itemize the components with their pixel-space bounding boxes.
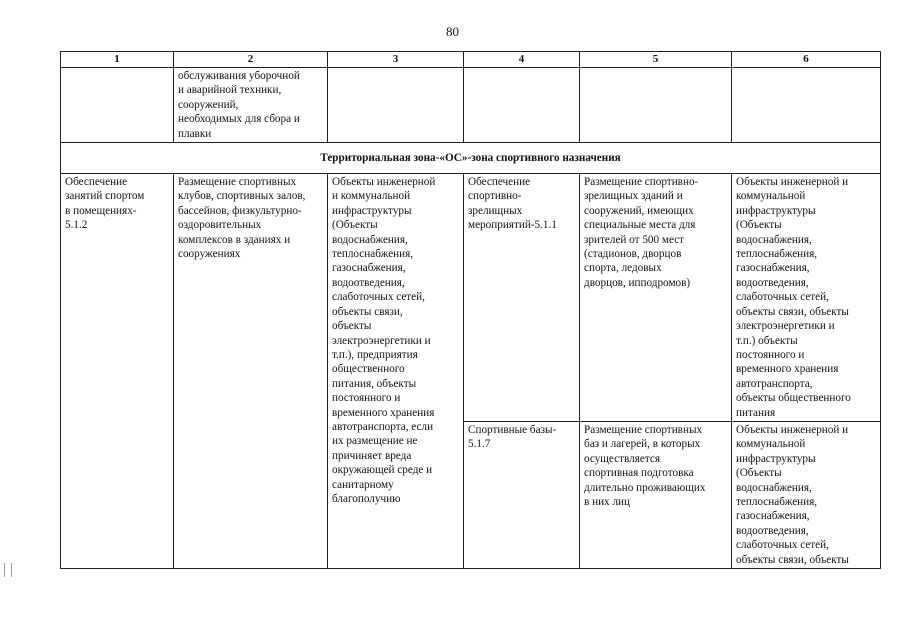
cell-line: благополучию (332, 492, 401, 505)
cell-line: водоотведения, (736, 276, 809, 289)
cell-line: объекты связи, объекты (736, 305, 849, 318)
cell-line: слаботочных сетей, (736, 539, 829, 552)
cell-line: спортивно- (468, 190, 522, 203)
cell-line: газоснабжения, (736, 262, 810, 275)
cell-line: теплоснабжения, (736, 495, 818, 508)
cell-line: 5.1.2 (65, 219, 88, 232)
cell-line: Размещение спортивных (584, 423, 703, 436)
cell-line: окружающей среде и (332, 464, 433, 477)
cell-line: водоотведения, (332, 276, 405, 289)
cell-line: Спортивные базы- (468, 423, 557, 436)
cell-line: мероприятий-5.1.1 (468, 219, 557, 232)
cell-line: сооружений, (178, 98, 239, 111)
cell-line: необходимых для сбора и (178, 113, 300, 126)
cell-line: бассейнов, физкультурно- (178, 204, 302, 217)
page-number: 80 (446, 24, 459, 39)
cell-line: (Объекты (736, 219, 782, 232)
cell-line: в помещениях- (65, 204, 137, 217)
cell-line: коммунальной (736, 190, 806, 203)
cell-line: общественного (332, 363, 405, 376)
cell-line: спортивная подготовка (584, 467, 694, 480)
cell-line: баз и лагерей, в которых (584, 438, 701, 451)
cell-line: клубов, спортивных залов, (178, 190, 306, 203)
cell-line: спорта, ледовых (584, 262, 662, 275)
header-cell: 4 (464, 52, 580, 68)
header-cell: 1 (61, 52, 174, 68)
cell-line: объекты общественного (736, 392, 851, 405)
cell-line: водоснабжения, (736, 233, 812, 246)
cell-line: 5.1.7 (468, 438, 491, 451)
cell-line: зрителей от 500 мест (584, 233, 685, 246)
cell-c6 (732, 68, 881, 143)
header-cell: 6 (732, 52, 881, 68)
cell-line: теплоснабжения, (736, 248, 818, 261)
header-cell: 5 (580, 52, 732, 68)
cell-line: электроэнергетики и (736, 320, 835, 333)
zone-title-row (61, 143, 881, 174)
cell-line: временного хранения (332, 406, 435, 419)
cell-line: инфраструктуры (736, 204, 816, 217)
cell-line: временного хранения (736, 363, 839, 376)
cell-line: (стадионов, дворцов (584, 248, 682, 261)
cell-c3 (328, 68, 464, 143)
cell-line: слаботочных сетей, (332, 291, 425, 304)
header-cell: 2 (174, 52, 328, 68)
cell-line: зрелищных зданий и (584, 190, 683, 203)
cell-line: дворцов, ипподромов) (584, 276, 691, 289)
cell-line: сооружениях (178, 248, 241, 261)
cell-line: причиняет вреда (332, 449, 412, 462)
cell-line: объекты связи, объекты (736, 553, 849, 566)
cell-b4 (464, 421, 580, 568)
cell-line: питания, объекты (332, 377, 417, 390)
cell-line: специальные места для (584, 219, 696, 232)
cell-line: т.п.), предприятия (332, 348, 418, 361)
cell-line: (Объекты (332, 219, 378, 232)
cell-line: Объекты инженерной и (736, 176, 849, 189)
cell-a4 (464, 174, 580, 422)
cell-line: и аварийной техники, (178, 84, 282, 97)
cell-b5 (580, 421, 732, 568)
cell-line: теплоснабжения, (332, 248, 414, 261)
cell-line: комплексов в зданиях и (178, 233, 291, 246)
cell-line: осуществляется (584, 452, 660, 465)
cell-line: постоянного и (736, 348, 805, 361)
cell-c4 (464, 68, 580, 143)
cell-line: водоотведения, (736, 524, 809, 537)
cell-line: сооружений, имеющих (584, 204, 694, 217)
cell-line: зрелищных (468, 204, 523, 217)
cell-line: (Объекты (736, 467, 782, 480)
cell-a1 (61, 174, 174, 569)
cell-b6 (732, 421, 881, 568)
cell-c2 (174, 68, 328, 143)
cell-line: автотранспорта, если (332, 420, 434, 433)
cell-line: электроэнергетики и (332, 334, 431, 347)
cell-line: и коммунальной (332, 190, 411, 203)
cell-line: объекты (332, 320, 372, 333)
cell-a5 (580, 174, 732, 422)
cell-line: постоянного и (332, 392, 401, 405)
cell-line: газоснабжения, (332, 262, 406, 275)
cell-line: Обеспечение (468, 176, 531, 189)
land-use-table (60, 51, 881, 569)
cell-line: слаботочных сетей, (736, 291, 829, 304)
cell-line: водоснабжения, (736, 481, 812, 494)
cell-a6 (732, 174, 881, 422)
cell-line: санитарному (332, 478, 394, 491)
cell-a3 (328, 174, 464, 569)
cell-line: Размещение спортивно- (584, 176, 699, 189)
scan-edge-mark (4, 563, 12, 577)
cell-line: газоснабжения, (736, 510, 810, 523)
cell-line: обслуживания уборочной (178, 70, 300, 82)
cell-c5 (580, 68, 732, 143)
cell-line: объекты связи, (332, 305, 403, 318)
cell-line: Объекты инженерной (332, 176, 436, 189)
cell-line: Объекты инженерной и (736, 423, 849, 436)
cell-line: плавки (178, 127, 212, 140)
cell-line: Обеспечение (65, 176, 128, 189)
header-cell: 3 (328, 52, 464, 68)
table-row (61, 174, 881, 422)
cell-c1 (61, 68, 174, 143)
cell-line: инфраструктуры (736, 452, 816, 465)
cell-line: Размещение спортивных (178, 176, 297, 189)
cell-a2 (174, 174, 328, 569)
cell-line: питания (736, 406, 776, 419)
cell-line: их размещение не (332, 435, 418, 448)
cell-line: автотранспорта, (736, 377, 813, 390)
continuation-row (61, 68, 881, 143)
zone-title: Территориальная зона-«ОС»-зона спортивного назначения (61, 143, 881, 174)
cell-line: водоснабжения, (332, 233, 408, 246)
cell-line: длительно проживающих (584, 481, 706, 494)
cell-line: т.п.) объекты (736, 334, 798, 347)
cell-line: в них лиц (584, 495, 631, 508)
cell-line: занятий спортом (65, 190, 145, 203)
cell-line: оздоровительных (178, 219, 262, 232)
cell-line: коммунальной (736, 438, 806, 451)
header-row (61, 52, 881, 68)
cell-line: инфраструктуры (332, 204, 412, 217)
